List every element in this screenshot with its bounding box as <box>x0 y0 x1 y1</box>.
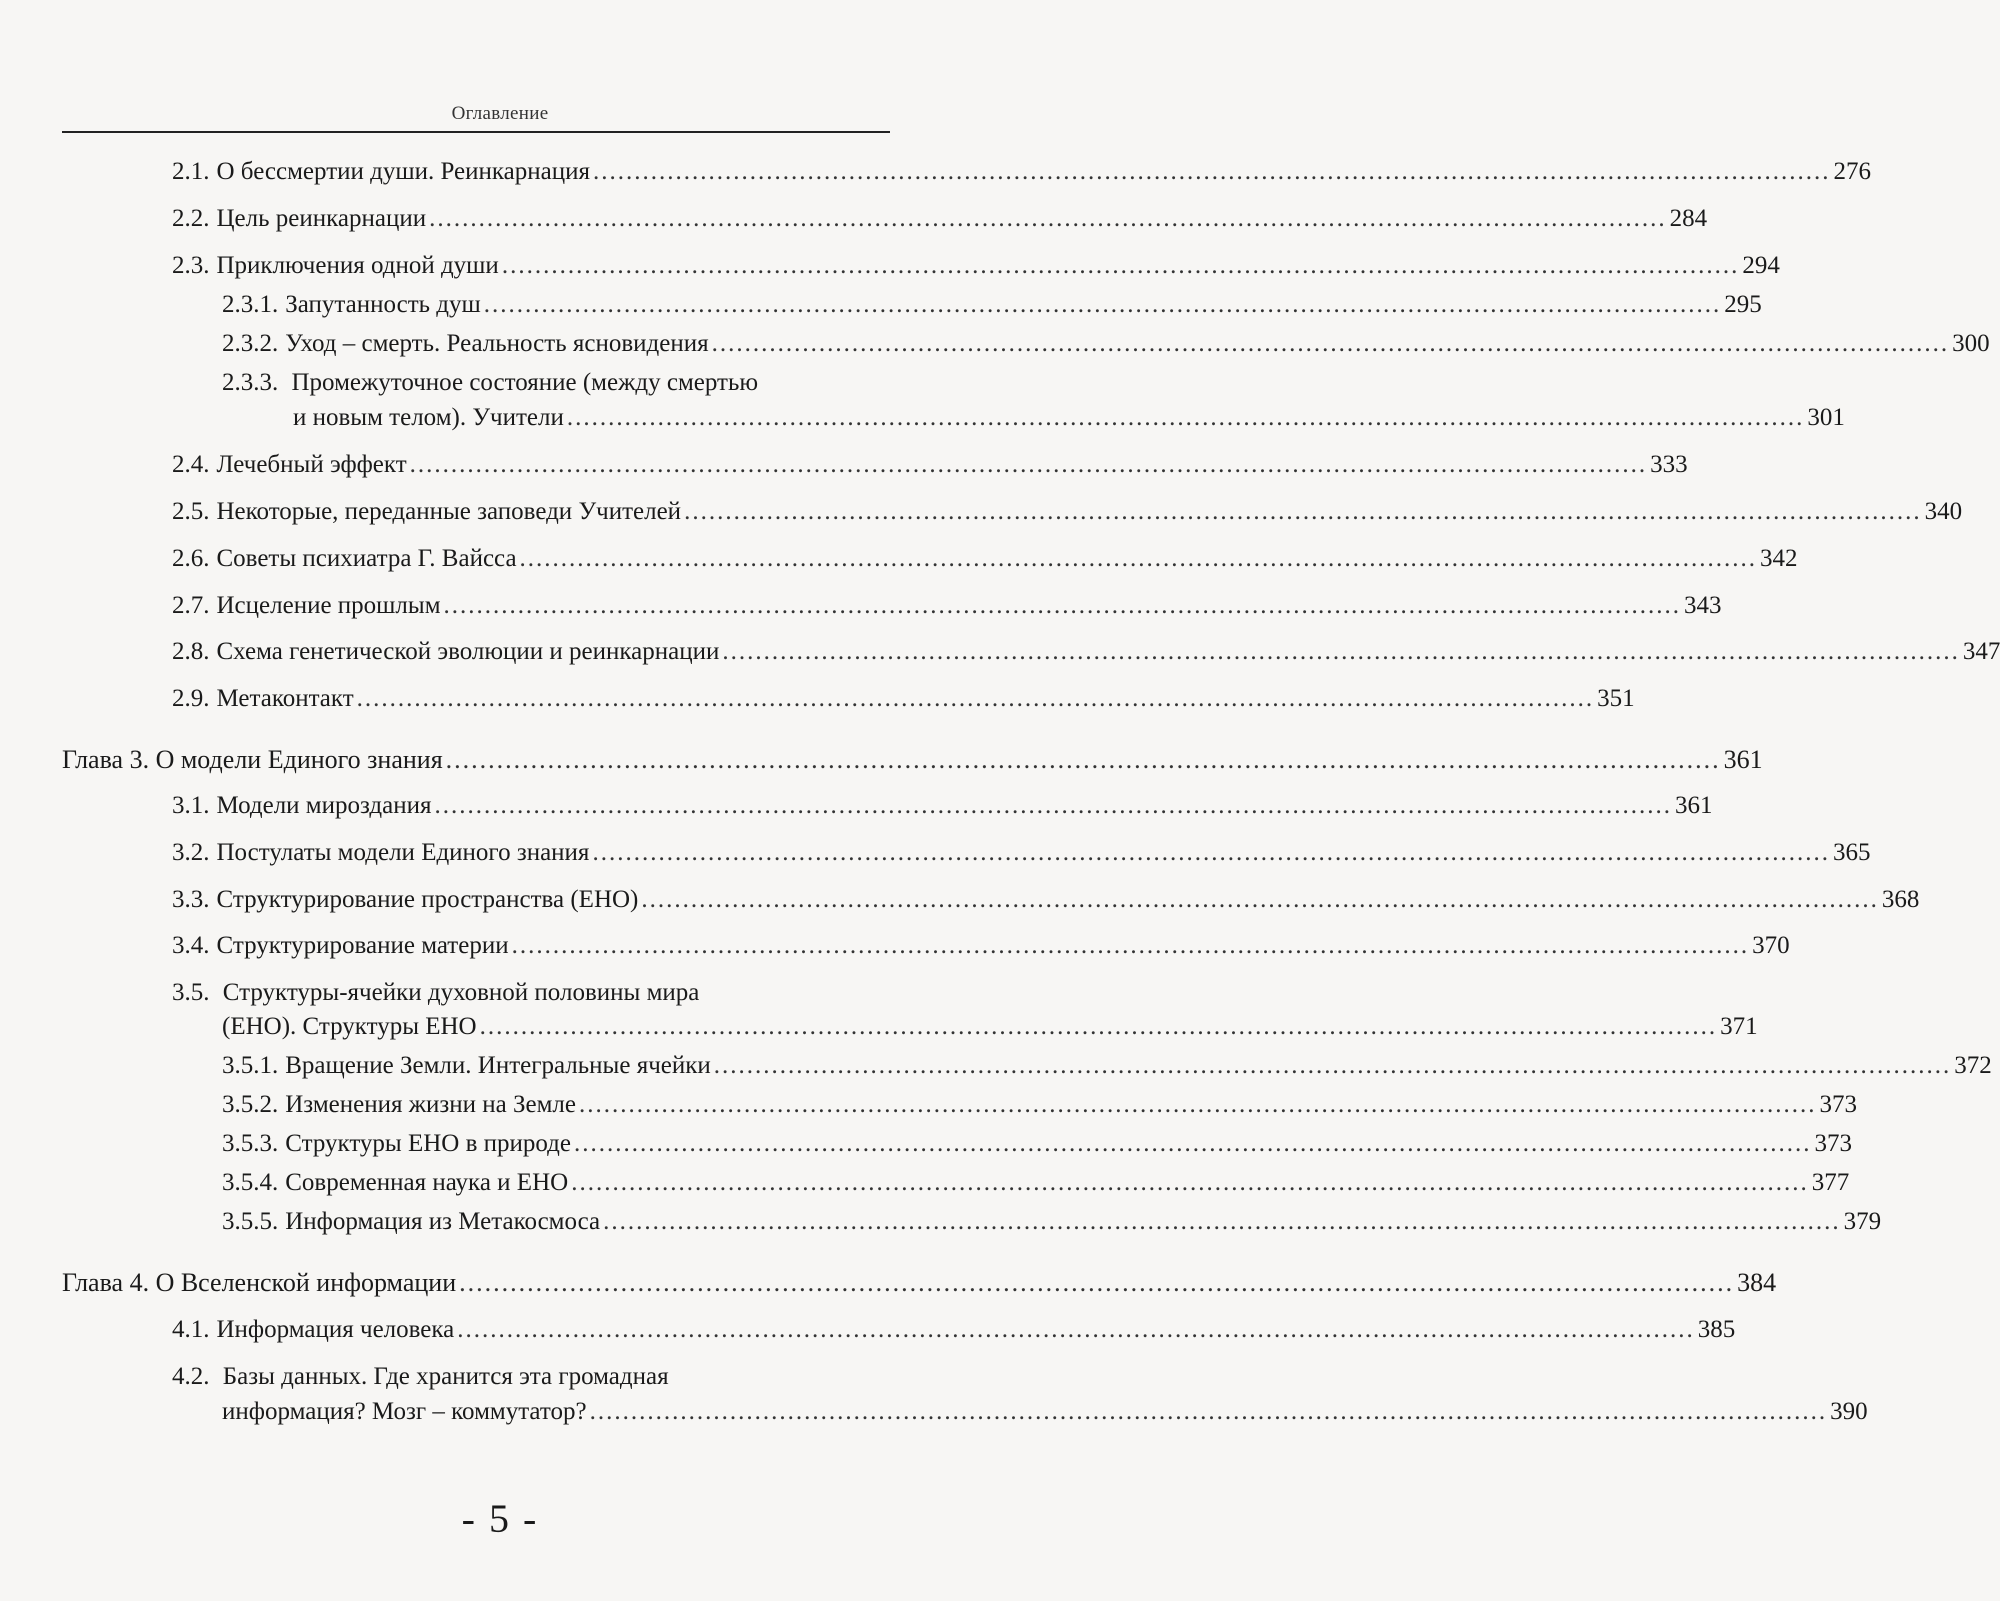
toc-number: 2.3.2. <box>222 330 279 357</box>
dot-leader <box>446 744 1721 775</box>
header-rule <box>62 131 890 133</box>
toc-page-number: 295 <box>1724 291 1762 318</box>
toc-entry-3-5 <box>222 1011 1758 1042</box>
toc-entry-2-3-3-line1 <box>222 367 893 398</box>
dot-leader <box>567 402 1805 433</box>
toc-title: Лечебный эффект <box>216 451 407 478</box>
toc-title: Некоторые, переданные заповеди Учителей <box>216 498 682 525</box>
toc-page-number: 347 <box>1962 638 2000 665</box>
toc-title: Информация из Метакосмоса <box>285 1208 601 1235</box>
toc-number: 3.5.4. <box>222 1169 279 1196</box>
toc-title: Постулаты модели Единого знания <box>216 839 590 866</box>
dot-leader <box>579 1089 1817 1120</box>
toc-page-number: 351 <box>1597 685 1635 712</box>
dot-leader <box>502 250 1740 281</box>
dot-leader <box>512 930 1750 961</box>
toc-entry-2-6 <box>172 543 1798 574</box>
toc-title: Метаконтакт <box>216 685 354 712</box>
dot-leader <box>574 1128 1812 1159</box>
toc-title: Изменения жизни на Земле <box>285 1091 576 1118</box>
dot-leader <box>520 543 1758 574</box>
toc-number: 2.3.3. <box>222 369 279 396</box>
toc-page-number: 342 <box>1760 545 1798 572</box>
toc-entry-4-2 <box>222 1396 1868 1427</box>
toc-title: Структурирование пространства (ЕНО) <box>216 886 639 913</box>
dot-leader <box>435 790 1673 821</box>
toc-page-number: 284 <box>1669 205 1708 232</box>
toc-entry-3-5-line1 <box>172 977 893 1008</box>
toc-entry-2-3 <box>172 250 1780 281</box>
toc-page-number: 294 <box>1742 252 1780 279</box>
toc-title: О бессмертии души. Реинкарнация <box>216 158 590 185</box>
dot-leader <box>457 1314 1695 1345</box>
toc-page-number: 385 <box>1697 1316 1736 1343</box>
toc-page-number: 365 <box>1832 839 1871 866</box>
toc-title: Уход – смерть. Реальность ясновидения <box>285 330 709 357</box>
toc-number: 3.1. <box>172 792 210 819</box>
toc-number: 2.1. <box>172 158 210 185</box>
toc-title-line1: Базы данных. Где хранится эта громадная <box>222 1363 669 1390</box>
toc-number: 4.2. <box>172 1363 210 1390</box>
toc-number: 2.3.1. <box>222 291 279 318</box>
toc-title: Вращение Земли. Интегральные ячейки <box>285 1052 711 1079</box>
toc-title-line2: (ЕНО). Структуры ЕНО <box>222 1013 477 1040</box>
toc-title-line1: Промежуточное состояние (между смертью <box>291 369 759 396</box>
toc-number: 3.5.5. <box>222 1208 279 1235</box>
toc-number: 3.5.1. <box>222 1052 279 1079</box>
toc-number: 2.8. <box>172 638 210 665</box>
dot-leader <box>603 1206 1841 1237</box>
dot-leader <box>410 449 1648 480</box>
dot-leader <box>684 496 1922 527</box>
chapter-title: Глава 3. О модели Единого знания <box>62 745 443 774</box>
dot-leader <box>480 1011 1718 1042</box>
toc-title: Современная наука и ЕНО <box>285 1169 569 1196</box>
toc-page-number: 377 <box>1811 1169 1850 1196</box>
toc-number: 3.2. <box>172 839 210 866</box>
toc-entry-3-1 <box>172 790 1713 821</box>
toc-entry-2-3-3 <box>293 402 1845 433</box>
toc-title: Модели мироздания <box>216 792 432 819</box>
toc-page-number: 333 <box>1650 451 1688 478</box>
dot-leader <box>429 203 1667 234</box>
toc-page-number: 301 <box>1807 404 1845 431</box>
toc-chapter-4 <box>62 1267 1777 1298</box>
toc-entry-3-5-4 <box>222 1167 1850 1198</box>
page-number: - 5 - <box>461 1496 539 1541</box>
toc-number: 3.4. <box>172 932 210 959</box>
toc-entry-2-2 <box>172 203 1708 234</box>
toc-page-number: 361 <box>1723 745 1763 774</box>
toc-page-number: 361 <box>1675 792 1713 819</box>
toc-entry-3-4 <box>172 930 1790 961</box>
toc-title-line2: и новым телом). Учители <box>293 404 564 431</box>
toc-entry-3-5-5 <box>222 1206 1882 1237</box>
toc-entry-3-2 <box>172 837 1871 868</box>
toc-number: 2.5. <box>172 498 210 525</box>
toc-entry-2-1 <box>172 156 1871 187</box>
toc-title-line1: Структуры-ячейки духовной половины мира <box>222 979 700 1006</box>
toc-page-number: 370 <box>1752 932 1790 959</box>
running-head: Оглавление <box>451 103 549 124</box>
toc-number: 2.6. <box>172 545 210 572</box>
toc-page-number: 340 <box>1924 498 1963 525</box>
toc-title: Структурирование материи <box>216 932 509 959</box>
toc-entry-3-3 <box>172 884 1920 915</box>
toc-number: 2.4. <box>172 451 210 478</box>
toc-number: 3.5.3. <box>222 1130 279 1157</box>
toc-title: Структуры ЕНО в природе <box>285 1130 571 1157</box>
toc-entry-3-5-2 <box>222 1089 1857 1120</box>
toc-page-number: 343 <box>1684 592 1722 619</box>
toc-number: 3.3. <box>172 886 210 913</box>
toc-entry-2-3-1 <box>222 289 1762 320</box>
toc-title: Схема генетической эволюции и реинкарнации <box>216 638 720 665</box>
toc-page-number: 300 <box>1952 330 1990 357</box>
dot-leader <box>444 590 1682 621</box>
toc-entry-3-5-3 <box>222 1128 1852 1159</box>
toc-entry-2-9 <box>172 683 1635 714</box>
chapter-title: Глава 4. О Вселенской информации <box>62 1268 457 1297</box>
toc-page-number: 384 <box>1737 1268 1777 1297</box>
toc-entry-2-7 <box>172 590 1722 621</box>
dot-leader <box>641 884 1879 915</box>
toc-number: 2.7. <box>172 592 210 619</box>
toc-page-number: 371 <box>1720 1013 1758 1040</box>
toc-number: 2.9. <box>172 685 210 712</box>
dot-leader <box>714 1050 1952 1081</box>
toc-title: Цель реинкарнации <box>216 205 427 232</box>
toc-entry-4-1 <box>172 1314 1736 1345</box>
toc-page-number: 372 <box>1954 1052 1992 1079</box>
dot-leader <box>593 156 1831 187</box>
toc-entry-2-3-2 <box>222 328 1990 359</box>
dot-leader <box>571 1167 1809 1198</box>
toc-title: Запутанность душ <box>285 291 481 318</box>
toc-chapter-3 <box>62 744 1763 775</box>
toc-number: 3.5. <box>172 979 210 1006</box>
toc-title-line2: информация? Мозг – коммутатор? <box>222 1398 587 1425</box>
toc-number: 2.2. <box>172 205 210 232</box>
toc-title: Советы психиатра Г. Вайсса <box>216 545 517 572</box>
dot-leader <box>712 328 1950 359</box>
toc-page-number: 373 <box>1819 1091 1857 1118</box>
dot-leader <box>590 1396 1828 1427</box>
toc-entry-2-8 <box>172 636 2000 667</box>
dot-leader <box>459 1267 1734 1298</box>
dot-leader <box>357 683 1595 714</box>
toc-page-number: 373 <box>1814 1130 1852 1157</box>
toc-title: Исцеление прошлым <box>216 592 441 619</box>
toc-entry-2-5 <box>172 496 1963 527</box>
toc-title: Информация человека <box>216 1316 455 1343</box>
toc-page-number: 368 <box>1881 886 1920 913</box>
toc-page-number: 390 <box>1830 1398 1868 1425</box>
toc-number: 3.5.2. <box>222 1091 279 1118</box>
toc-page-number: 379 <box>1843 1208 1882 1235</box>
toc-entry-3-5-1 <box>222 1050 1992 1081</box>
toc-number: 4.1. <box>172 1316 210 1343</box>
dot-leader <box>592 837 1830 868</box>
toc-entry-2-4 <box>172 449 1688 480</box>
toc-page-number: 276 <box>1833 158 1871 185</box>
dot-leader <box>722 636 1960 667</box>
toc-entry-4-2-line1 <box>172 1361 893 1392</box>
toc-number: 2.3. <box>172 252 210 279</box>
dot-leader <box>484 289 1722 320</box>
toc-title: Приключения одной души <box>216 252 499 279</box>
